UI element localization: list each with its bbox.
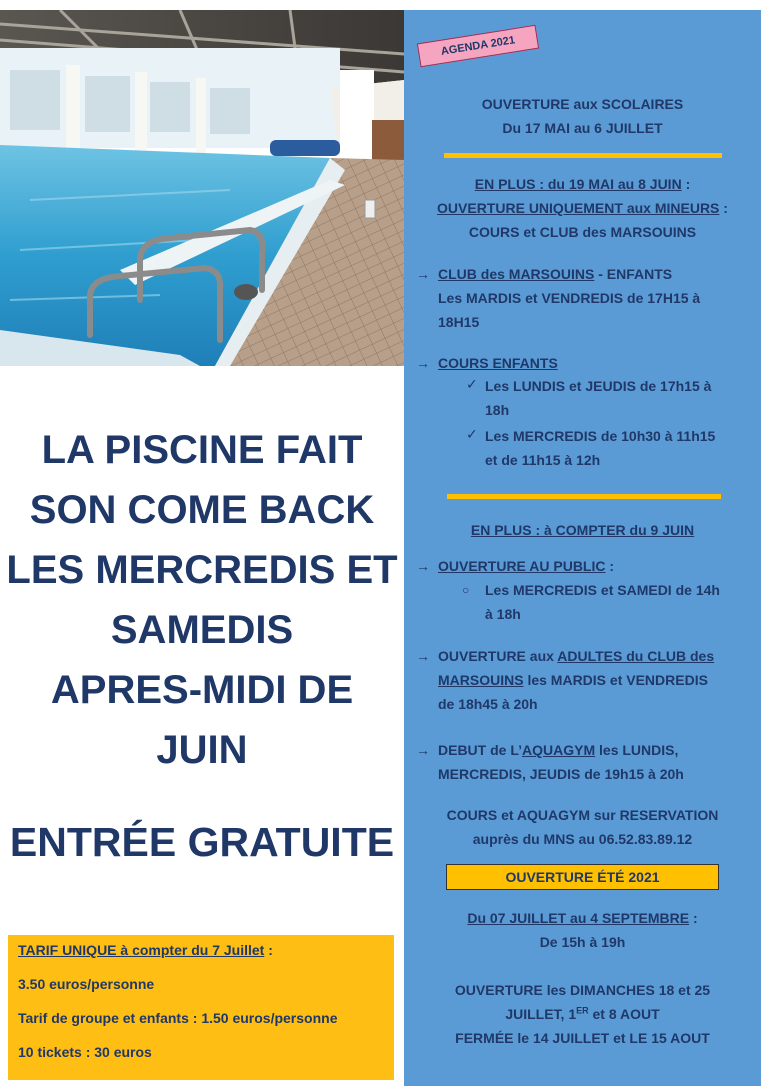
arrow-icon: → — [416, 648, 430, 664]
public-title-line — [438, 554, 614, 578]
club-title-line — [438, 262, 672, 286]
club-title-rest: - ENFANTS — [594, 266, 673, 282]
en-plus-1-line1-colon: : — [681, 176, 691, 192]
en-plus-1-line3: COURS et CLUB des MARSOUINS — [468, 224, 697, 240]
en-plus-1-line2 — [404, 196, 761, 220]
yellow-divider — [444, 153, 722, 158]
en-plus-1-line1 — [404, 172, 761, 196]
cours-title: COURS ENFANTS — [438, 355, 558, 371]
arrow-icon: → — [416, 558, 430, 574]
headline-line: LA PISCINE FAIT — [41, 428, 363, 472]
en-plus-1-line2-colon: : — [719, 200, 728, 216]
aquagym-rest: les LUNDIS, — [595, 742, 679, 758]
reservation-line1: COURS et AQUAGYM sur RESERVATION — [446, 807, 719, 823]
pool-illustration — [0, 10, 404, 366]
yellow-divider — [447, 494, 721, 499]
en-plus-1-line1-text: EN PLUS : du 19 MAI au 8 JUIN — [474, 176, 682, 192]
club-line2: Les MARDIS et VENDREDIS de 17H15 à — [438, 290, 701, 306]
aquagym-line1 — [438, 738, 678, 762]
headline-line: LES MERCREDIS ET — [6, 548, 398, 592]
adultes-line2 — [438, 668, 708, 692]
sundays-line2-pre: JUILLET, 1 — [505, 1006, 577, 1022]
tarif-title-colon: : — [264, 942, 273, 958]
club-title: CLUB des MARSOUINS — [438, 266, 595, 282]
cours-item2-line2: et de 11h15 à 12h — [485, 452, 601, 468]
summer-opening-badge: OUVERTURE ÉTÉ 2021 — [446, 864, 719, 890]
club-line3: 18H15 — [438, 314, 480, 330]
headline — [6, 420, 398, 780]
aquagym-link: AQUAGYM — [522, 742, 596, 758]
agenda-tag: AGENDA 2021 — [417, 25, 539, 67]
public-title: OUVERTURE AU PUBLIC — [438, 558, 606, 574]
headline-line: SAMEDIS — [110, 608, 294, 652]
arrow-icon: → — [416, 355, 430, 371]
pool-photo — [0, 10, 404, 366]
arrow-icon: → — [416, 266, 430, 282]
aquagym-pre: DEBUT de L’ — [438, 742, 523, 758]
cours-item1-line1: Les LUNDIS et JEUDIS de 17h15 à — [485, 378, 712, 394]
check-icon: ✓ — [466, 426, 478, 442]
adultes-line1 — [438, 644, 714, 668]
sundays-line3: FERMÉE le 14 JUILLET et LE 15 AOUT — [455, 1030, 710, 1046]
cours-item1-line2: 18h — [485, 402, 510, 418]
en-plus-1-line2-text: OUVERTURE UNIQUEMENT aux MINEURS — [437, 200, 720, 216]
arrow-icon: → — [416, 742, 430, 758]
adultes-link1: ADULTES du CLUB des — [557, 648, 715, 664]
summer-line1-colon: : — [689, 910, 698, 926]
tarif-line: 10 tickets : 30 euros — [18, 1044, 152, 1060]
summer-line1-text: Du 07 JUILLET au 4 SEPTEMBRE — [467, 910, 690, 926]
sundays-line2 — [404, 1002, 761, 1026]
public-item-line2: à 18h — [485, 606, 521, 622]
tarif-title-line — [18, 941, 384, 959]
summer-line1 — [404, 906, 761, 930]
adultes-rest: les MARDIS et VENDREDIS — [523, 672, 708, 688]
headline-line: JUIN — [156, 728, 248, 772]
adultes-pre: OUVERTURE aux — [438, 648, 558, 664]
adultes-link2: MARSOUINS — [438, 672, 524, 688]
headline-line: SON COME BACK — [29, 488, 375, 532]
reservation-line2: auprès du MNS au 06.52.83.89.12 — [472, 831, 693, 847]
scolaires-line2: Du 17 MAI au 6 JUILLET — [502, 120, 663, 136]
tarif-title: TARIF UNIQUE à compter du 7 Juillet — [18, 942, 265, 958]
sundays-line2-post: et 8 AOUT — [588, 1006, 660, 1022]
headline-line: APRES-MIDI DE — [50, 668, 354, 712]
scolaires-line1: OUVERTURE aux SCOLAIRES — [481, 96, 684, 112]
adultes-line3: de 18h45 à 20h — [438, 696, 538, 712]
free-entry-title: ENTRÉE GRATUITE — [9, 819, 395, 865]
sundays-line2-sup: ER — [576, 1005, 589, 1016]
check-icon: ✓ — [466, 376, 478, 392]
tarif-line: Tarif de groupe et enfants : 1.50 euros/personne — [18, 1010, 338, 1026]
cours-item2-line1: Les MERCREDIS de 10h30 à 11h15 — [485, 428, 716, 444]
tarif-box — [8, 935, 394, 1080]
circle-bullet-icon: ○ — [462, 583, 470, 597]
aquagym-line2: MERCREDIS, JEUDIS de 19h15 à 20h — [438, 766, 684, 782]
en-plus-2-line1: EN PLUS : à COMPTER du 9 JUIN — [470, 522, 695, 538]
public-item-line1: Les MERCREDIS et SAMEDI de 14h — [485, 582, 720, 598]
summer-line2: De 15h à 19h — [539, 934, 626, 950]
public-title-colon: : — [605, 558, 615, 574]
sundays-line1: OUVERTURE les DIMANCHES 18 et 25 — [454, 982, 711, 998]
tarif-line: 3.50 euros/personne — [18, 976, 155, 992]
